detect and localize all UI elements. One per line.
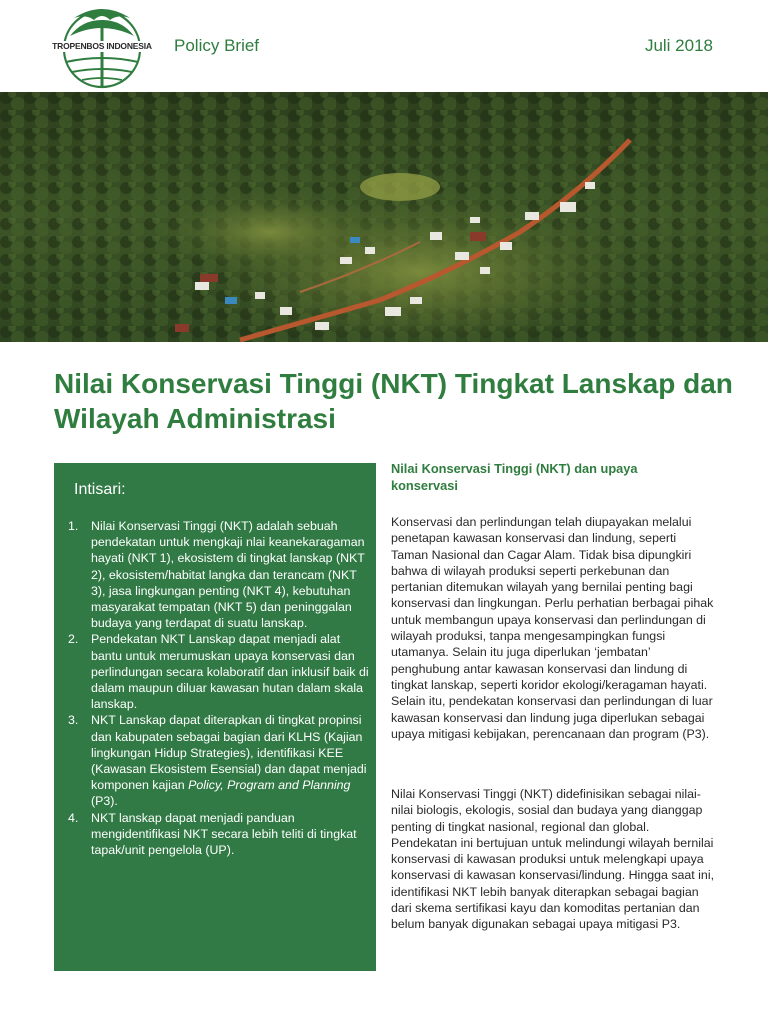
org-name: TROPENBOS INDONESIA <box>52 41 152 51</box>
doc-type: Policy Brief <box>174 36 260 55</box>
list-item: 4. NKT lanskap dapat menjadi panduan mengidentifikasi NKT secara lebih teliti di tingkat tapak/unit pengelola (UP). <box>68 810 357 858</box>
section-heading: Nilai Konservasi Tinggi (NKT) dan upaya konservasi <box>391 461 638 493</box>
list-item: 3. NKT Lanskap dapat diterapkan di tingkat propinsi dan kabupaten sebagai bagian dari KLHS (Kajian lingkungan Hidup Strategies), identifikasi KEE (Kawasan Ekosistem Esensial) dan dapat menjadi komponen kajian Policy, Program and Planning (P3). <box>68 713 367 809</box>
doc-date: Juli 2018 <box>644 36 713 55</box>
aerial-village-photo <box>0 92 768 342</box>
list-item: 1. Nilai Konservasi Tinggi (NKT) adalah sebuah pendekatan untuk mengkaji nlai keanekaragaman hayati (NKT 1), ekosistem di tingkat lanskap (NKT 2), ekosistem/habitat langka dan terancam (NKT 3), jasa lingkungan penting (NKT 4), kebutuhan masyarakat tempatan (NKT 5) dan peninggalan budaya yang terdapat di suatu lanskap. <box>68 519 365 631</box>
list-item: 2. Pendekatan NKT Lanskap dapat menjadi alat bantu untuk merumuskan upaya konservasi dan perlindungan secara kolaboratif dan inklusif baik di dalam maupun diluar kawasan hutan dalam skala lanskap. <box>68 632 369 712</box>
summary-list <box>68 518 370 858</box>
summary-heading: Intisari: <box>74 481 126 498</box>
page-title: Nilai Konservasi Tinggi (NKT) Tingkat Lanskap dan Wilayah Administrasi <box>54 368 733 434</box>
paragraph-1: Konservasi dan perlindungan telah diupayakan melalui penetapan kawasan konservasi dan lindung, seperti Taman Nasional dan Cagar Alam. Tidak bisa dipungkiri bahwa di wilayah produksi seperti perkebunan dan pertanian ditemukan wilayah yang bernilai penting bagi konservasi dan lingkungan. Perlu perhatian berbagai pihak untuk membangun upaya konservasi dan perlindungan di wilayah produksi, tanpa mengesampingkan fungsi utamanya. Selain itu juga diperlukan ‘jembatan’ penghubung antar kawasan konservasi dan lindung di tingkat lanskap, seperti koridor ekologi/keragaman hayati. Selain itu, pendekatan konservasi dan perlindungan di luar kawasan konservasi dan lindung juga diperlukan sebagai upaya mitigasi kebijakan, perencanaan dan program (P3). <box>391 515 714 741</box>
header <box>0 0 768 92</box>
summary-box <box>54 463 376 971</box>
paragraph-2: Nilai Konservasi Tinggi (NKT) didefinisikan sebagai nilai-nilai biologis, ekologis, sosial dan budaya yang dianggap penting di tingkat nasional, regional dan global. Pendekatan ini bertujuan untuk melindungi wilayah bernilai konservasi di kawasan produksi untuk melengkapi upaya konservasi di kawasan konservasi/lindung. Hingga saat ini, identifikasi NKT lebih banyak diterapkan sebagai bagian dari skema sertifikasi kayu dan komoditas pertanian dan belum banyak digunakan sebagai upaya mitigasi P3. <box>391 787 715 932</box>
